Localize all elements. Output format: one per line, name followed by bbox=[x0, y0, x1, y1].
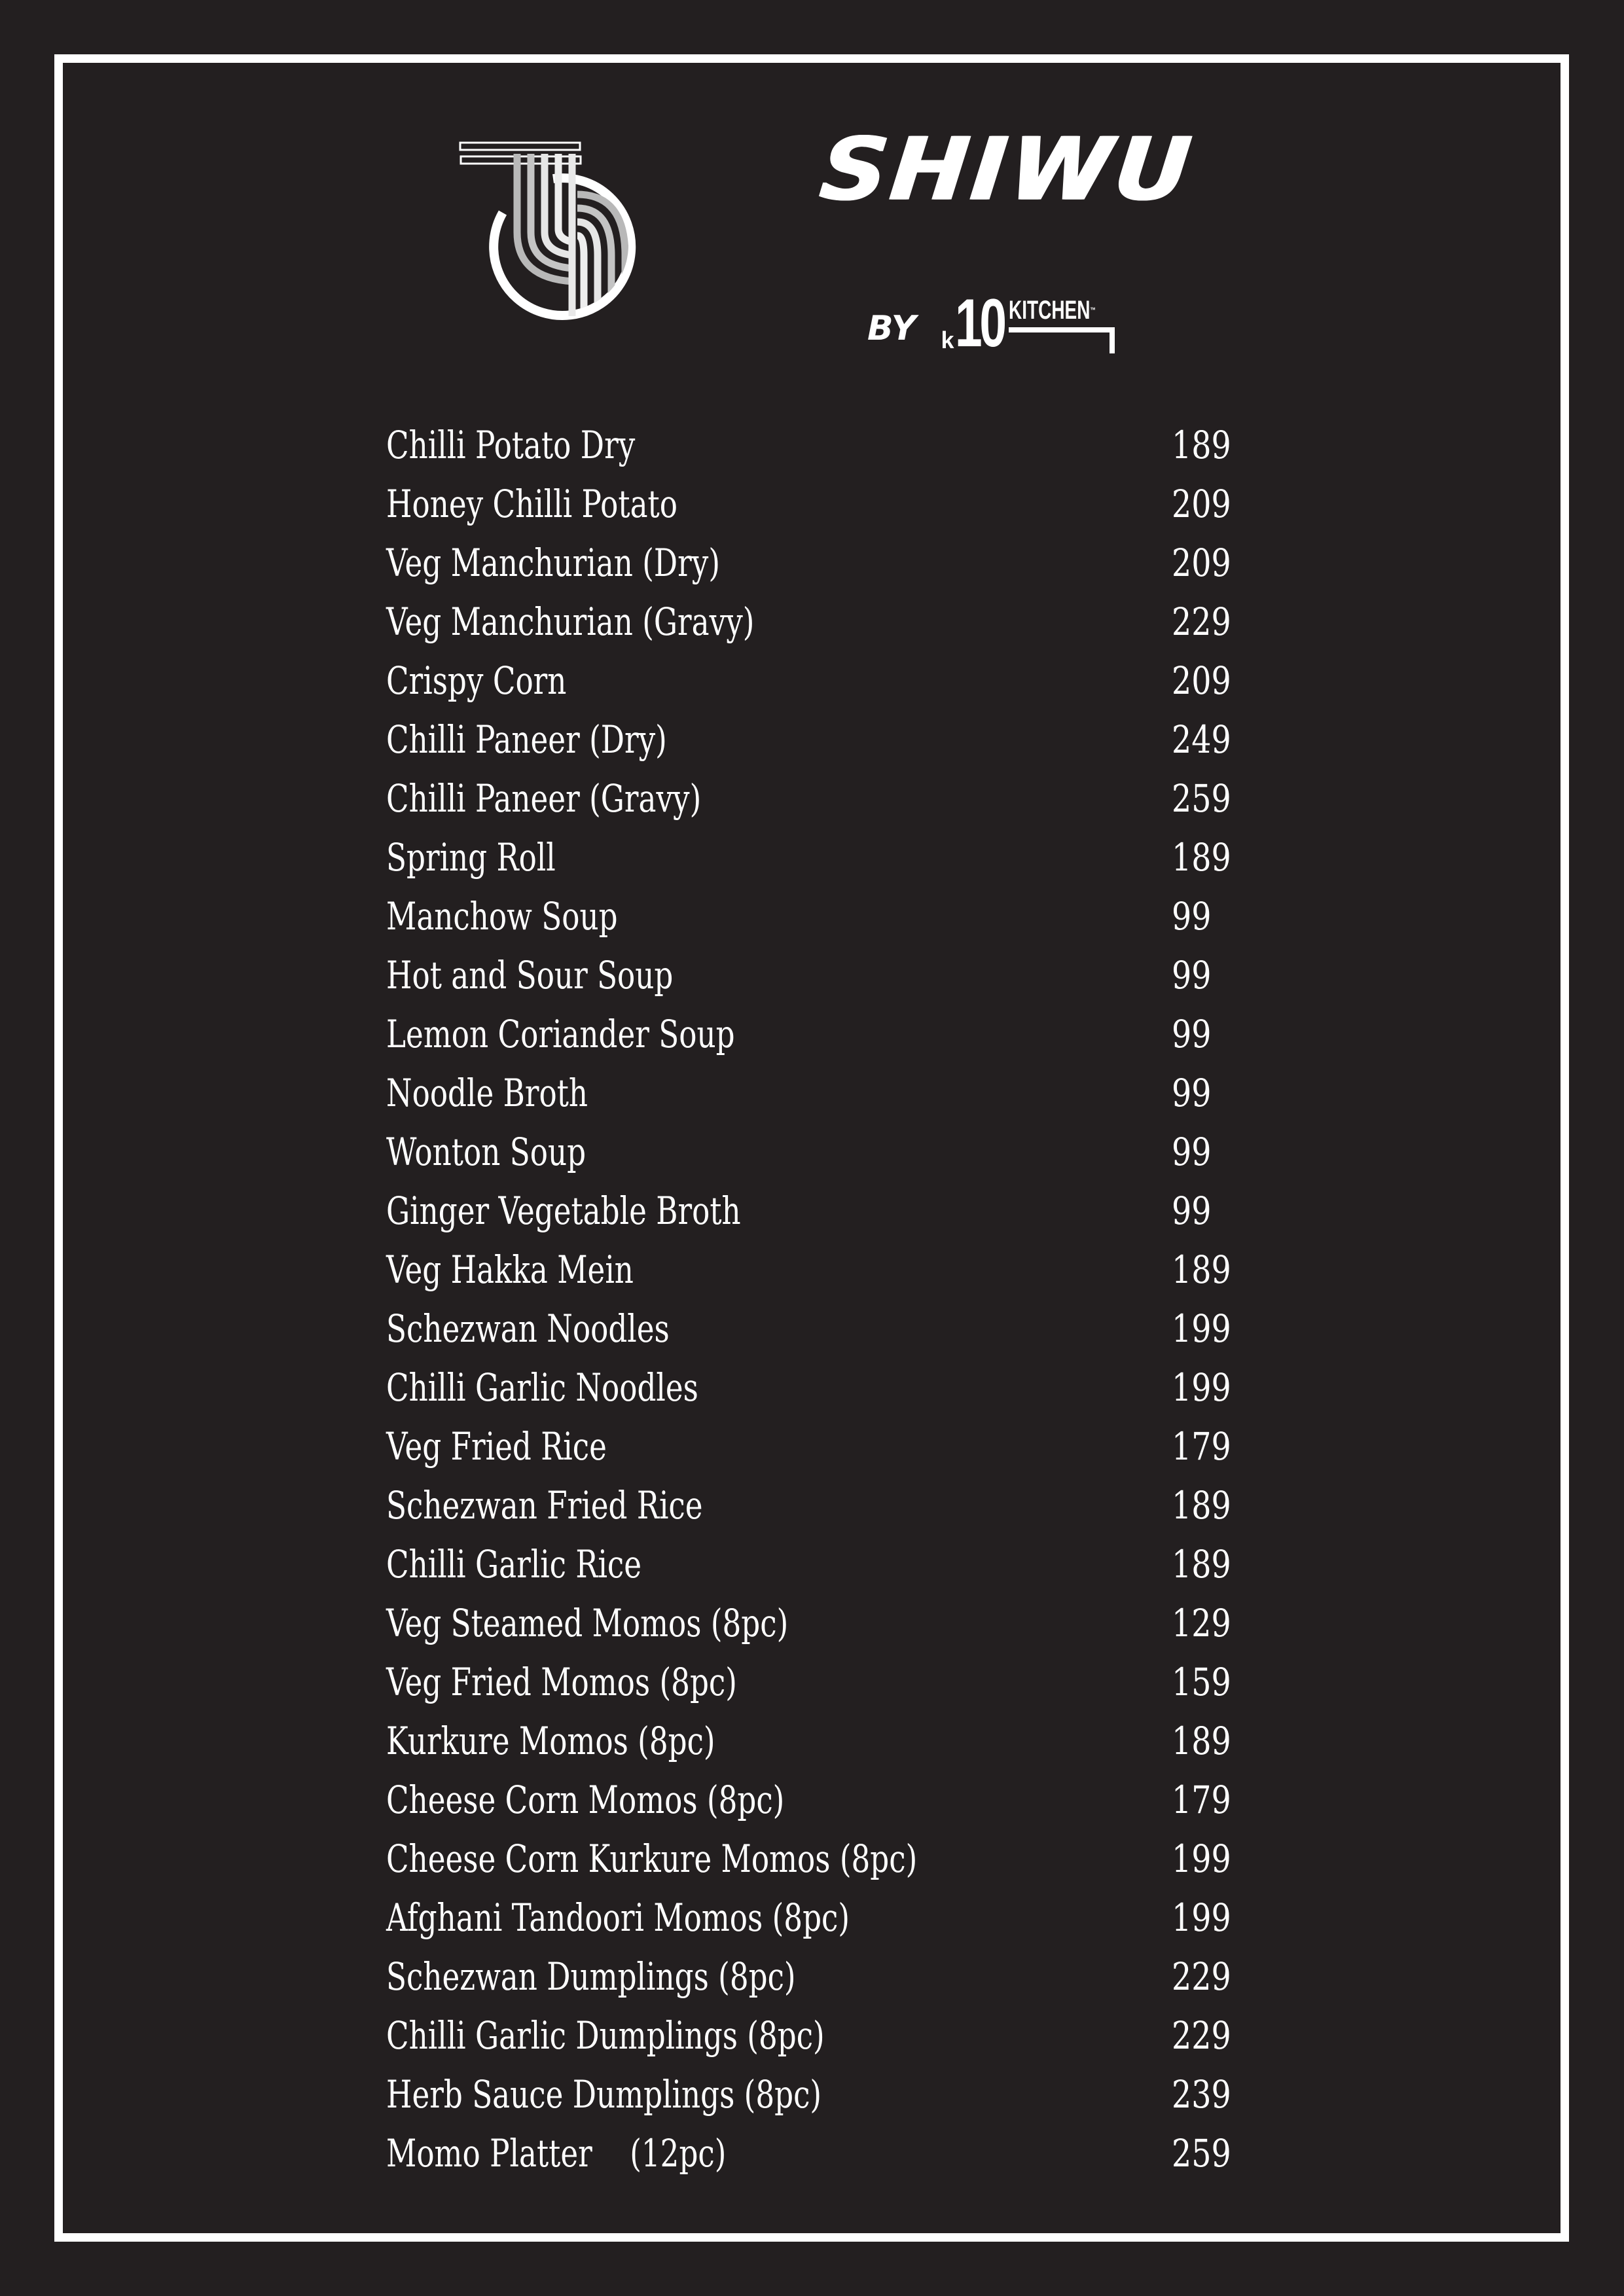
item-price: 209 bbox=[1172, 482, 1231, 526]
item-name: Ginger Vegetable Broth bbox=[386, 1189, 741, 1233]
item-price: 189 bbox=[1172, 1542, 1231, 1587]
menu-item bbox=[386, 713, 1303, 772]
item-price: 99 bbox=[1172, 953, 1212, 997]
item-price: 259 bbox=[1172, 776, 1231, 821]
item-name: Schezwan Noodles bbox=[386, 1306, 670, 1351]
item-price: 129 bbox=[1172, 1601, 1231, 1645]
item-price: 99 bbox=[1172, 1130, 1212, 1174]
item-name: Crispy Corn bbox=[386, 658, 567, 703]
item-price: 99 bbox=[1172, 894, 1212, 939]
item-price: 229 bbox=[1172, 2013, 1231, 2058]
item-name: Chilli Paneer (Dry) bbox=[386, 717, 667, 762]
menu-item bbox=[386, 1185, 1303, 1244]
item-name: Afghani Tandoori Momos (8pc) bbox=[386, 1895, 850, 1940]
menu-list bbox=[386, 419, 1303, 2186]
menu-item bbox=[386, 1008, 1303, 1067]
item-price: 189 bbox=[1172, 1483, 1231, 1528]
menu-item bbox=[386, 1715, 1303, 1774]
item-name: Veg Fried Rice bbox=[386, 1424, 607, 1469]
item-price: 199 bbox=[1172, 1837, 1231, 1881]
item-name: Wonton Soup bbox=[386, 1130, 586, 1174]
item-name: Herb Sauce Dumplings (8pc) bbox=[386, 2072, 822, 2117]
menu-item bbox=[386, 537, 1303, 596]
menu-item bbox=[386, 655, 1303, 713]
menu-item bbox=[386, 478, 1303, 537]
item-price: 259 bbox=[1172, 2131, 1231, 2176]
menu-item bbox=[386, 2009, 1303, 2068]
menu-item bbox=[386, 1126, 1303, 1185]
item-price: 249 bbox=[1172, 717, 1231, 762]
menu-item bbox=[386, 1244, 1303, 1302]
item-name: Spring Roll bbox=[386, 835, 556, 880]
menu-item bbox=[386, 1067, 1303, 1126]
k10-bracket-shape bbox=[1009, 327, 1115, 353]
item-price: 199 bbox=[1172, 1306, 1231, 1351]
item-name: Chilli Garlic Rice bbox=[386, 1542, 642, 1587]
menu-item bbox=[386, 831, 1303, 890]
menu-item bbox=[386, 1302, 1303, 1361]
item-name: Cheese Corn Kurkure Momos (8pc) bbox=[386, 1837, 918, 1881]
menu-item bbox=[386, 1420, 1303, 1479]
item-price: 189 bbox=[1172, 835, 1231, 880]
item-price: 99 bbox=[1172, 1012, 1212, 1056]
item-name: Veg Fried Momos (8pc) bbox=[386, 1660, 737, 1704]
menu-item bbox=[386, 2068, 1303, 2127]
item-price: 229 bbox=[1172, 1954, 1231, 1999]
item-price: 209 bbox=[1172, 541, 1231, 585]
item-name: Honey Chilli Potato bbox=[386, 482, 677, 526]
item-price: 239 bbox=[1172, 2072, 1231, 2117]
menu-item bbox=[386, 596, 1303, 655]
menu-item bbox=[386, 1479, 1303, 1538]
menu-item bbox=[386, 419, 1303, 478]
k10-number: 10 bbox=[955, 285, 1005, 361]
item-name: Cheese Corn Momos (8pc) bbox=[386, 1778, 785, 1822]
k10-prefix: k bbox=[941, 327, 954, 353]
item-name: Kurkure Momos (8pc) bbox=[386, 1719, 715, 1763]
item-price: 199 bbox=[1172, 1365, 1231, 1410]
item-price: 189 bbox=[1172, 1247, 1231, 1292]
item-price: 179 bbox=[1172, 1424, 1231, 1469]
item-name: Veg Manchurian (Dry) bbox=[386, 541, 721, 585]
item-name: Schezwan Dumplings (8pc) bbox=[386, 1954, 796, 1999]
menu-item bbox=[386, 890, 1303, 949]
brand-title: SHIWU bbox=[816, 119, 1199, 221]
item-price: 179 bbox=[1172, 1778, 1231, 1822]
menu-item bbox=[386, 772, 1303, 831]
item-name: Veg Steamed Momos (8pc) bbox=[386, 1601, 789, 1645]
item-name: Lemon Coriander Soup bbox=[386, 1012, 735, 1056]
item-name: Chilli Paneer (Gravy) bbox=[386, 776, 702, 821]
item-price: 229 bbox=[1172, 600, 1231, 644]
menu-item bbox=[386, 1597, 1303, 1656]
noodle-bowl-logo-icon bbox=[458, 141, 655, 324]
item-name: Chilli Garlic Noodles bbox=[386, 1365, 698, 1410]
item-name: Chilli Garlic Dumplings (8pc) bbox=[386, 2013, 825, 2058]
menu-item bbox=[386, 2127, 1303, 2186]
item-price: 189 bbox=[1172, 423, 1231, 467]
menu-item bbox=[386, 1892, 1303, 1950]
menu-item bbox=[386, 1833, 1303, 1892]
item-price: 159 bbox=[1172, 1660, 1231, 1704]
item-name: Momo Platter (12pc) bbox=[386, 2131, 727, 2176]
menu-item bbox=[386, 1361, 1303, 1420]
menu-item bbox=[386, 1950, 1303, 2009]
item-price: 99 bbox=[1172, 1189, 1212, 1233]
menu-item bbox=[386, 949, 1303, 1008]
item-name: Veg Manchurian (Gravy) bbox=[386, 600, 755, 644]
by-label: BY bbox=[867, 309, 916, 348]
menu-item bbox=[386, 1774, 1303, 1833]
menu-item bbox=[386, 1538, 1303, 1597]
byline bbox=[867, 285, 1115, 361]
k10-word: KITCHEN™ bbox=[1009, 296, 1096, 325]
item-price: 209 bbox=[1172, 658, 1231, 703]
item-name: Schezwan Fried Rice bbox=[386, 1483, 703, 1528]
item-name: Hot and Sour Soup bbox=[386, 953, 674, 997]
item-name: Manchow Soup bbox=[386, 894, 618, 939]
item-price: 99 bbox=[1172, 1071, 1212, 1115]
item-name: Noodle Broth bbox=[386, 1071, 588, 1115]
menu-item bbox=[386, 1656, 1303, 1715]
item-name: Chilli Potato Dry bbox=[386, 423, 636, 467]
item-name: Veg Hakka Mein bbox=[386, 1247, 634, 1292]
item-price: 199 bbox=[1172, 1895, 1231, 1940]
item-price: 189 bbox=[1172, 1719, 1231, 1763]
k10-kitchen-logo bbox=[941, 285, 1115, 361]
